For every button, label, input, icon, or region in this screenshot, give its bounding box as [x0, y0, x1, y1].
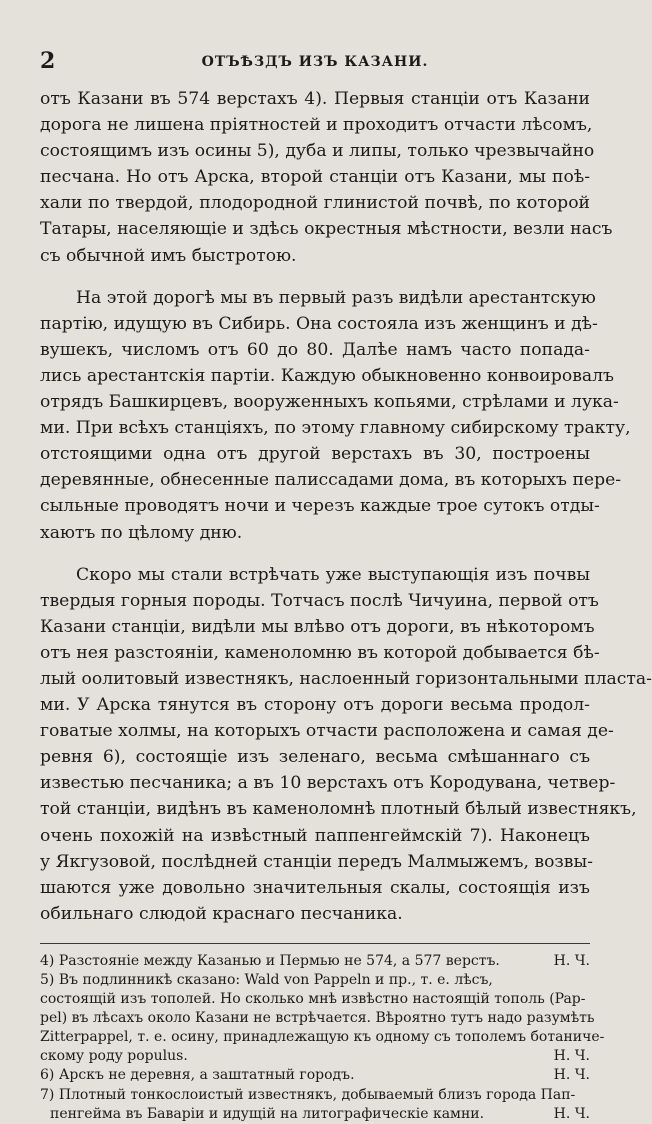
- text-line: сыльные проводятъ ночи и черезъ каждые трое сутокъ отды-: [40, 496, 600, 517]
- footnote-text: пенгейма въ Баваріи и идущій на литографическіе камни.: [50, 1105, 485, 1122]
- text-line: обильнаго слюдой краснаго песчаника.: [40, 903, 403, 924]
- text-line: говатые холмы, на которыхъ отчасти расположена и самая де-: [40, 721, 614, 742]
- text-line: съ обычной имъ быстротою.: [40, 245, 297, 266]
- paragraph-3: [40, 562, 652, 927]
- page-number: 2: [40, 48, 56, 74]
- footnote-line: pel) въ лѣсахъ около Казани не встрѣчается. Вѣроятно тутъ надо разумѣть: [40, 1010, 595, 1027]
- footnote-signature: Н. Ч.: [553, 1048, 590, 1065]
- paragraph-1: [40, 86, 613, 269]
- footnote-line: [40, 1047, 590, 1066]
- footnote-line: 5) Въ подлинникѣ сказано: Wald von Pappeln и пр., т. е. лѣсъ,: [40, 972, 493, 988]
- footnote-line: [40, 952, 590, 971]
- text-line: ревня 6), состоящіе изъ зеленаго, весьма смѣшаннаго съ: [40, 747, 590, 768]
- body-text: [40, 86, 652, 927]
- text-line: Казани станціи, видѣли мы влѣво отъ дороги, въ нѣкоторомъ: [40, 616, 595, 637]
- footnote-divider: [40, 943, 590, 944]
- paragraph-2: [40, 285, 631, 546]
- text-line: вушекъ, числомъ отъ 60 до 80. Далѣе намъ часто попада-: [40, 339, 590, 360]
- footnote-4: [40, 952, 590, 971]
- text-line: дорога не лишена пріятностей и проходитъ отчасти лѣсомъ,: [40, 115, 593, 136]
- text-line: той станціи, видѣнъ въ каменоломнѣ плотный бѣлый известнякъ,: [40, 799, 637, 820]
- text-line: лись арестантскія партіи. Каждую обыкновенно конвоировалъ: [40, 365, 614, 386]
- footnote-signature: Н. Ч.: [553, 1105, 590, 1122]
- footnote-7: [40, 1086, 590, 1124]
- text-line: партію, идущую въ Сибирь. Она состояла изъ женщинъ и дѣ-: [40, 313, 598, 334]
- footnote-line: 7) Плотный тонкослоистый известнякъ, добываемый близъ города Пап-: [40, 1086, 576, 1103]
- text-line: отстоящими одна отъ другой верстахъ въ 30, построены: [40, 444, 590, 465]
- text-line: ми. У Арска тянутся въ сторону отъ дороги весьма продол-: [40, 695, 590, 716]
- text-line: Татары, населяющіе и здѣсь окрестныя мѣстности, везли насъ: [40, 219, 613, 240]
- footnote-line: [40, 1066, 590, 1085]
- text-line: ми. При всѣхъ станціяхъ, по этому главному сибирскому тракту,: [40, 418, 631, 439]
- text-line: очень похожій на извѣстный паппенгеймскій 7). Наконецъ: [40, 825, 590, 846]
- text-line: твердыя горныя породы. Тотчасъ послѣ Чичуина, первой отъ: [40, 590, 599, 611]
- text-line: лый оолитовый известнякъ, наслоенный горизонтальными пласта-: [40, 668, 652, 689]
- footnotes: [40, 952, 605, 1124]
- text-line: состоящимъ изъ осины 5), дуба и липы, только чрезвычайно: [40, 141, 595, 162]
- footnote-signature: Н. Ч.: [553, 952, 590, 969]
- footnote-text: скому роду populus.: [40, 1048, 188, 1065]
- footnote-line: [40, 1105, 590, 1124]
- page-header: [40, 0, 590, 86]
- footnote-line: состоящій изъ тополей. Но сколько мнѣ извѣстно настоящій тополь (Pap-: [40, 991, 586, 1008]
- text-line: отъ Казани въ 574 верстахъ 4). Первыя станціи отъ Казани: [40, 89, 590, 109]
- text-line: хаютъ по цѣлому дню.: [40, 522, 243, 543]
- running-title: ОТЪѢЗДЪ ИЗЪ КАЗАНИ.: [201, 54, 429, 70]
- footnote-text: 6) Арскъ не деревня, а заштатный городъ.: [40, 1067, 355, 1084]
- footnote-line: Zitterpappel, т. е. осину, принадлежащую къ одному съ тополемъ ботаниче-: [40, 1029, 605, 1046]
- text-line: песчана. Но отъ Арска, второй станціи отъ Казани, мы поѣ-: [40, 167, 590, 188]
- footnote-5: [40, 971, 605, 1066]
- text-line: отрядъ Башкирцевъ, вооруженныхъ копьями, стрѣлами и лука-: [40, 392, 619, 413]
- text-line: отъ нея разстояніи, каменоломню въ которой добывается бѣ-: [40, 642, 600, 663]
- footnote-text: 4) Разстояніе между Казанью и Пермью не 574, а 577 верстъ.: [40, 952, 500, 969]
- text-line: известью песчаника; а въ 10 верстахъ отъ Кородувана, четвер-: [40, 773, 616, 794]
- text-line: деревянные, обнесенные палиссадами дома, въ которыхъ пере-: [40, 470, 622, 491]
- footnote-signature: Н. Ч.: [553, 1067, 590, 1084]
- text-line: хали по твердой, плодородной глинистой почвѣ, по которой: [40, 193, 590, 214]
- text-line: у Якгузовой, послѣдней станціи передъ Малмыжемъ, возвы-: [40, 851, 593, 872]
- text-line: На этой дорогѣ мы въ первый разъ видѣли арестантскую: [76, 287, 596, 308]
- text-line: Скоро мы стали встрѣчать уже выступающія изъ почвы: [76, 564, 590, 585]
- text-line: шаются уже довольно значительныя скалы, состоящія изъ: [40, 877, 590, 898]
- footnote-6: [40, 1066, 590, 1085]
